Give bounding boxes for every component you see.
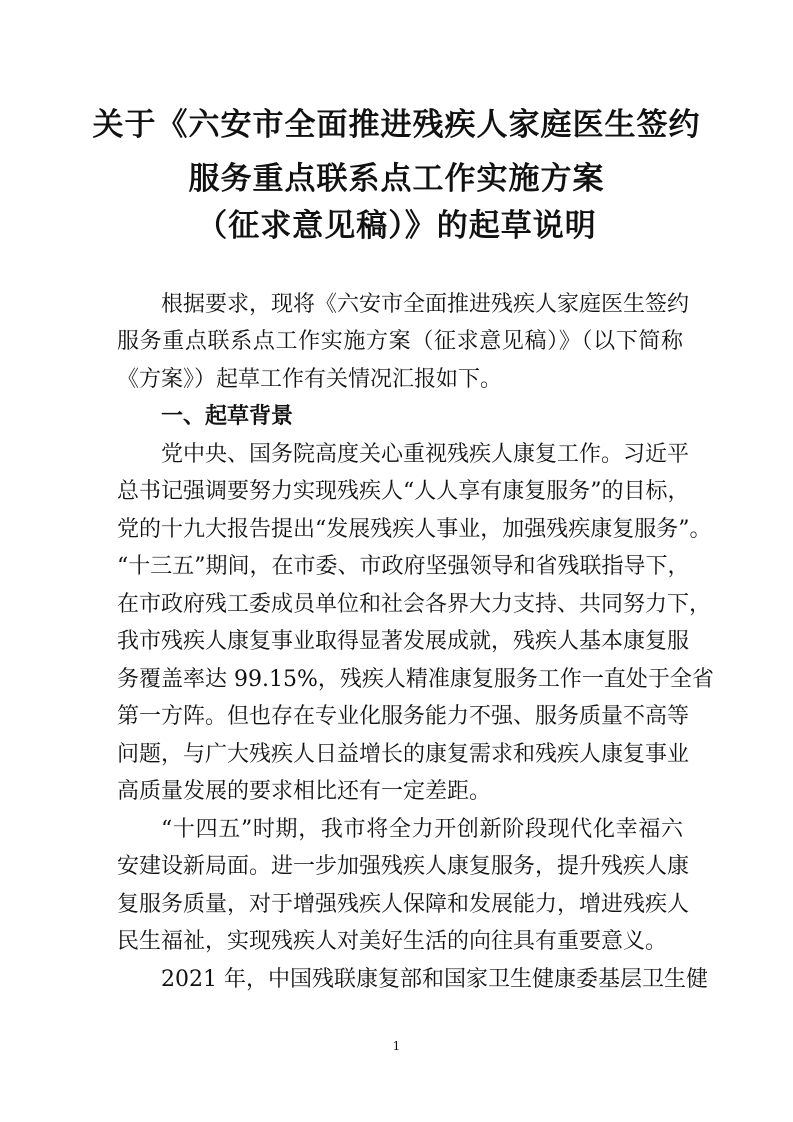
intro-line: 《方案》）起草工作有关情况汇报如下。 (117, 367, 503, 392)
paragraph-line: 党的十九大报告提出“发展残疾人事业，加强残疾康复服务”。 (117, 517, 712, 542)
paragraph-line: 民生福祉，实现残疾人对美好生活的向往具有重要意义。 (117, 929, 668, 954)
paragraph-line: 我市残疾人康复事业取得显著发展成就，残疾人基本康复服 (117, 629, 690, 654)
document-title-line-3: （征求意见稿）》的起草说明 (196, 208, 597, 244)
paragraph-line: “十四五”时期，我市将全力开创新阶段现代化幸福六 (161, 817, 683, 842)
document-title-line-2: 服务重点联系点工作实施方案 (188, 161, 605, 197)
paragraph-line: 安建设新局面。进一步加强残疾人康复服务，提升残疾人康 (117, 854, 690, 879)
document-title-line-1: 关于《六安市全面推进残疾人家庭医生签约 (92, 107, 701, 143)
paragraph-line: 第一方阵。但也存在专业化服务能力不强、服务质量不高等 (117, 704, 690, 729)
paragraph-line: 总书记强调要努力实现残疾人“人人享有康复服务”的目标， (117, 479, 690, 504)
paragraph-line: 复服务质量，对于增强残疾人保障和发展能力，增进残疾人 (117, 892, 690, 917)
paragraph-line: 高质量发展的要求相比还有一定差距。 (117, 779, 492, 804)
paragraph-line: 务覆盖率达 99.15%，残疾人精准康复服务工作一直处于全省 (117, 667, 714, 692)
paragraph-line: “十三五”期间，在市委、市政府坚强领导和省残联指导下， (117, 554, 690, 579)
intro-line: 服务重点联系点工作实施方案（征求意见稿）》（以下简称 (117, 329, 683, 354)
paragraph-line: 问题，与广大残疾人日益增长的康复需求和残疾人康复事业 (117, 742, 690, 767)
paragraph-line: 2021 年，中国残联康复部和国家卫生健康委基层卫生健 (161, 967, 708, 992)
page-number: 1 (392, 1039, 401, 1053)
section-heading: 一、起草背景 (161, 404, 294, 429)
paragraph-line: 党中央、国务院高度关心重视残疾人康复工作。习近平 (161, 442, 690, 467)
intro-line: 根据要求，现将《六安市全面推进残疾人家庭医生签约 (161, 292, 690, 317)
paragraph-line: 在市政府残工委成员单位和社会各界大力支持、共同努力下， (117, 592, 712, 617)
